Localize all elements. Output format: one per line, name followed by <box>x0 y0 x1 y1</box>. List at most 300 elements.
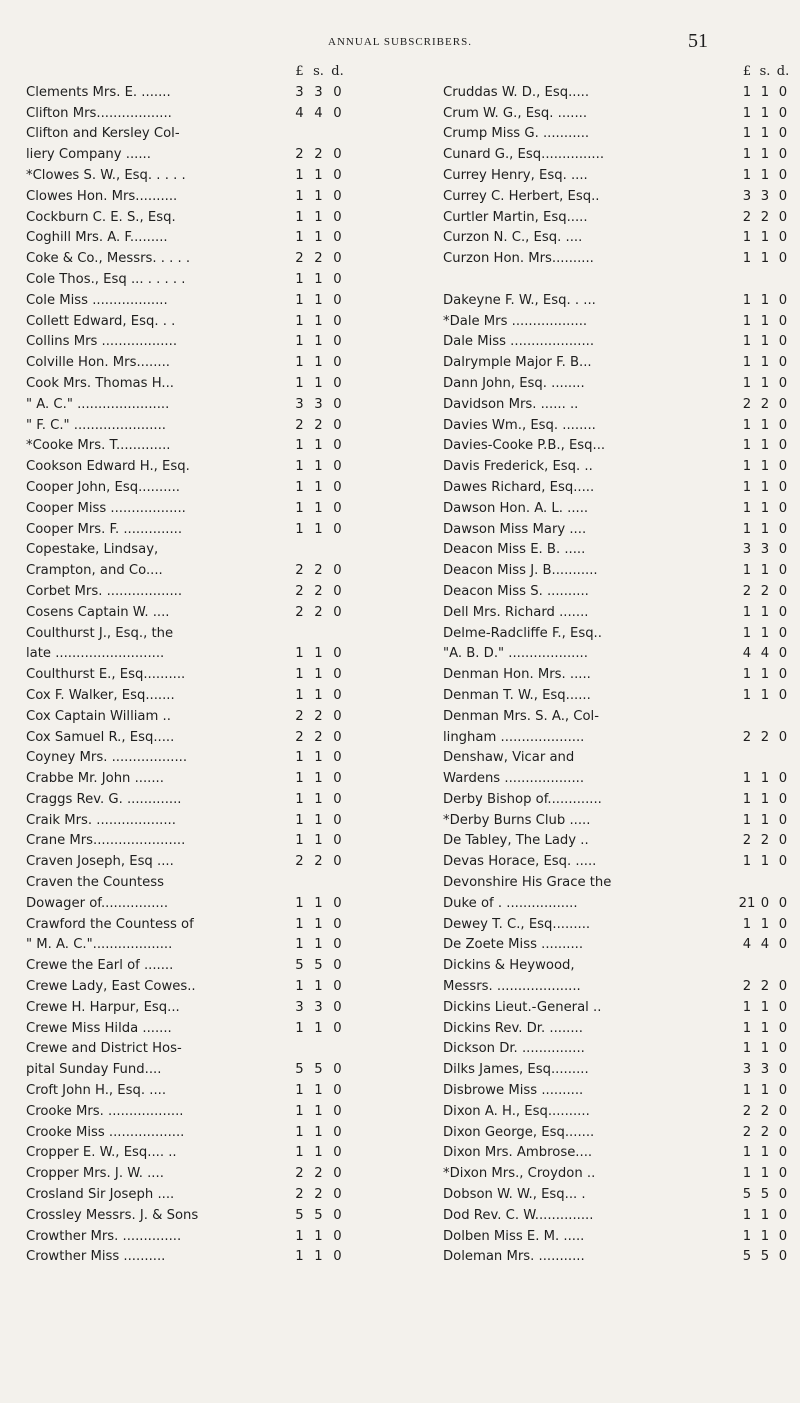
subscriber-row <box>20 915 347 936</box>
shillings-amount: 1 <box>760 1083 770 1099</box>
pence-head: d. <box>331 64 344 79</box>
subscriber-row <box>443 166 792 187</box>
subscriber-name: Croft John H., Esq. .... <box>26 1083 167 1099</box>
subscriber-name: Crewe the Earl of ....... <box>26 958 174 974</box>
shillings-amount: 3 <box>314 84 323 100</box>
shillings-amount <box>756 707 774 728</box>
pence-amount: 0 <box>333 167 342 183</box>
pence-amount: 0 <box>778 999 788 1015</box>
pounds-amount: 2 <box>742 979 752 995</box>
pounds-amount: 2 <box>295 1166 304 1182</box>
pence-amount <box>774 707 792 728</box>
pounds-amount: 1 <box>295 355 304 371</box>
subscriber-name: Dale Miss .................... <box>443 334 595 350</box>
pounds-amount: 1 <box>742 438 752 454</box>
subscriber-row <box>20 728 347 749</box>
shillings-amount <box>756 873 774 894</box>
subscriber-name: Crewe Miss Hilda ....... <box>26 1020 172 1036</box>
subscriber-row <box>443 187 792 208</box>
pounds-amount: 1 <box>742 251 752 267</box>
pounds-amount: 1 <box>742 459 752 475</box>
subscriber-row <box>443 416 792 437</box>
pounds-amount: 1 <box>742 292 752 308</box>
subscriber-row <box>20 665 347 686</box>
subscriber-row <box>20 998 347 1019</box>
page-number: 51 <box>688 30 708 52</box>
subscriber-row <box>20 624 347 645</box>
pounds-amount: 1 <box>742 1145 752 1161</box>
subscriber-row <box>20 332 347 353</box>
shillings-amount: 0 <box>760 895 770 911</box>
subscriber-name: Crewe and District Hos- <box>26 1041 182 1057</box>
subscriber-name: Currey Henry, Esq. .... <box>443 167 588 183</box>
subscriber-row <box>443 436 792 457</box>
pounds-amount: 5 <box>742 1187 752 1203</box>
pence-amount: 0 <box>333 812 342 828</box>
subscriber-row <box>443 83 792 104</box>
subscriber-row <box>20 956 347 977</box>
pounds-amount <box>290 1039 309 1060</box>
shillings-amount: 1 <box>760 1020 770 1036</box>
pounds-amount: 3 <box>742 1062 752 1078</box>
subscriber-name: lingham .................... <box>443 729 585 745</box>
pence-amount: 0 <box>778 1249 788 1265</box>
shillings-amount: 2 <box>314 604 323 620</box>
pounds-amount: 1 <box>295 167 304 183</box>
pounds-amount: 1 <box>295 812 304 828</box>
pounds-amount: 1 <box>295 500 304 516</box>
shillings-amount: 1 <box>760 230 770 246</box>
shillings-amount: 1 <box>314 355 323 371</box>
subscriber-row <box>443 499 792 520</box>
subscriber-row <box>20 1206 347 1227</box>
pounds-amount: 3 <box>295 84 304 100</box>
pounds-amount: 1 <box>742 604 752 620</box>
subscriber-row <box>443 312 792 333</box>
pence-amount: 0 <box>778 292 788 308</box>
subscriber-name: Clifton and Kersley Col- <box>26 126 180 142</box>
shillings-amount: 1 <box>314 916 323 932</box>
subscriber-name: Dowager of................ <box>26 895 169 911</box>
subscriber-name: *Dale Mrs .................. <box>443 313 588 329</box>
shillings-amount: 2 <box>760 833 770 849</box>
pence-amount: 0 <box>778 230 788 246</box>
running-title: ANNUAL SUBSCRIBERS. <box>328 36 472 48</box>
shillings-amount: 1 <box>314 479 323 495</box>
pence-amount: 0 <box>333 937 342 953</box>
pence-amount: 0 <box>333 958 342 974</box>
pounds-amount: 1 <box>295 479 304 495</box>
subscriber-name: Corbet Mrs. .................. <box>26 583 183 599</box>
subscriber-name: Dickins & Heywood, <box>443 958 575 974</box>
subscriber-name: " F. C." ...................... <box>26 417 166 433</box>
shillings-amount: 1 <box>314 292 323 308</box>
subscriber-name: Crosland Sir Joseph .... <box>26 1187 175 1203</box>
shillings-amount: 2 <box>314 251 323 267</box>
subscriber-name: Derby Bishop of............. <box>443 791 602 807</box>
subscriber-row <box>20 561 347 582</box>
subscriber-row <box>443 208 792 229</box>
shillings-amount: 1 <box>760 1041 770 1057</box>
pence-amount: 0 <box>778 1020 788 1036</box>
shillings-amount: 5 <box>314 1207 323 1223</box>
shillings-amount: 3 <box>760 188 770 204</box>
pounds-amount: 1 <box>295 1103 304 1119</box>
shillings-amount: 2 <box>314 147 323 163</box>
subscriber-row <box>20 894 347 915</box>
subscriber-row <box>443 1247 792 1268</box>
subscriber-row <box>20 1123 347 1144</box>
pence-amount: 0 <box>333 750 342 766</box>
pence-amount: 0 <box>333 916 342 932</box>
shillings-amount: 1 <box>760 916 770 932</box>
pounds-amount: 1 <box>742 687 752 703</box>
pence-amount: 0 <box>778 979 788 995</box>
pounds-amount: 4 <box>742 937 752 953</box>
subscriber-name: Denman Hon. Mrs. ..... <box>443 667 591 683</box>
pounds-amount: 1 <box>295 271 304 287</box>
pounds-amount: 1 <box>742 355 752 371</box>
subscriber-name: Duke of . ................. <box>443 895 578 911</box>
subscriber-name: Crump Miss G. ........... <box>443 126 590 142</box>
subscriber-row <box>443 395 792 416</box>
subscriber-name: Cruddas W. D., Esq..... <box>443 84 590 100</box>
subscriber-row <box>443 540 792 561</box>
subscriber-row <box>20 790 347 811</box>
shillings-amount: 4 <box>760 937 770 953</box>
page-header <box>0 22 800 52</box>
shillings-amount: 3 <box>314 396 323 412</box>
pounds-amount: 1 <box>295 334 304 350</box>
pounds-amount: 5 <box>295 1207 304 1223</box>
shillings-amount: 1 <box>760 604 770 620</box>
subscriber-name: *Dixon Mrs., Croydon .. <box>443 1166 596 1182</box>
shillings-amount <box>309 624 328 645</box>
shillings-amount: 1 <box>314 646 323 662</box>
subscriber-name: Cooper Miss .................. <box>26 500 186 516</box>
pounds-amount: 2 <box>742 729 752 745</box>
pence-amount: 0 <box>778 209 788 225</box>
subscriber-name: Dalrymple Major F. B... <box>443 355 592 371</box>
pence-amount: 0 <box>778 895 788 911</box>
pence-amount: 0 <box>333 854 342 870</box>
subscriber-row <box>443 686 792 707</box>
pence-amount: 0 <box>778 188 788 204</box>
subscriber-name: Cookson Edward H., Esq. <box>26 459 190 475</box>
shillings-amount: 1 <box>314 230 323 246</box>
subscriber-name: Clowes Hon. Mrs.......... <box>26 188 178 204</box>
pounds-amount: 1 <box>742 375 752 391</box>
shillings-amount: 1 <box>314 1228 323 1244</box>
pounds-amount: 1 <box>295 459 304 475</box>
subscriber-row <box>20 291 347 312</box>
subscriber-row <box>20 1143 347 1164</box>
subscriber-row <box>443 956 792 977</box>
subscriber-row <box>443 353 792 374</box>
shillings-amount <box>756 956 774 977</box>
subscriber-name: Cox Samuel R., Esq..... <box>26 729 175 745</box>
subscriber-name: Dod Rev. C. W.............. <box>443 1207 594 1223</box>
pounds-amount: 1 <box>295 1228 304 1244</box>
shillings-amount <box>309 873 328 894</box>
subscriber-name: Davies Wm., Esq. ........ <box>443 417 596 433</box>
pounds-amount: 1 <box>742 1083 752 1099</box>
subscriber-name: Delme-Radcliffe F., Esq.. <box>443 625 602 641</box>
subscriber-row <box>20 353 347 374</box>
subscriber-name: Clements Mrs. E. ....... <box>26 84 171 100</box>
pounds-amount: 1 <box>295 230 304 246</box>
subscriber-row <box>443 520 792 541</box>
shillings-amount: 2 <box>314 1166 323 1182</box>
subscriber-row <box>20 1164 347 1185</box>
pence-amount: 0 <box>333 583 342 599</box>
shillings-head: s. <box>313 64 324 79</box>
shillings-amount: 1 <box>760 334 770 350</box>
pence-amount: 0 <box>333 84 342 100</box>
subscriber-name: Deacon Miss S. .......... <box>443 583 589 599</box>
pence-amount: 0 <box>333 459 342 475</box>
pounds-amount: 1 <box>295 833 304 849</box>
pence-amount: 0 <box>778 147 788 163</box>
pounds-amount: 2 <box>295 583 304 599</box>
shillings-amount: 1 <box>760 625 770 641</box>
pounds-amount: 1 <box>742 147 752 163</box>
shillings-amount: 1 <box>760 105 770 121</box>
shillings-amount: 2 <box>314 417 323 433</box>
pence-head: d. <box>776 64 790 79</box>
pence-amount: 0 <box>333 708 342 724</box>
subscriber-row <box>443 665 792 686</box>
subscriber-name: *Derby Burns Club ..... <box>443 812 591 828</box>
subscriber-name: Davidson Mrs. ...... .. <box>443 396 579 412</box>
subscriber-row <box>20 603 347 624</box>
subscriber-row <box>20 769 347 790</box>
pence-amount: 0 <box>778 84 788 100</box>
pounds-amount: 1 <box>742 771 752 787</box>
subscriber-row <box>20 748 347 769</box>
pounds-amount: 1 <box>295 895 304 911</box>
subscriber-row <box>443 894 792 915</box>
subscriber-name: Cox F. Walker, Esq....... <box>26 687 175 703</box>
pence-amount: 0 <box>778 646 788 662</box>
subscriber-name: Dawson Miss Mary .... <box>443 521 587 537</box>
shillings-amount: 2 <box>314 854 323 870</box>
subscriber-name: "A. B. D." ................... <box>443 646 588 662</box>
pounds-amount: 4 <box>295 105 304 121</box>
pence-amount: 0 <box>333 791 342 807</box>
shillings-amount: 1 <box>760 771 770 787</box>
shillings-amount: 2 <box>760 1103 770 1119</box>
pounds-amount: 2 <box>295 854 304 870</box>
subscriber-name: Curzon N. C., Esq. .... <box>443 230 583 246</box>
subscriber-row <box>443 249 792 270</box>
shillings-amount: 1 <box>314 375 323 391</box>
subscriber-name: " M. A. C."................... <box>26 937 173 953</box>
shillings-amount: 1 <box>760 1145 770 1161</box>
shillings-amount: 1 <box>314 667 323 683</box>
subscriber-name: Dobson W. W., Esq... . <box>443 1187 586 1203</box>
subscriber-name: Dickins Rev. Dr. ........ <box>443 1020 583 1036</box>
subscriber-name: Dickins Lieut.-General .. <box>443 999 602 1015</box>
subscriber-name: De Tabley, The Lady .. <box>443 833 589 849</box>
pence-amount: 0 <box>333 147 342 163</box>
pence-amount <box>328 1039 347 1060</box>
pence-amount: 0 <box>333 895 342 911</box>
subscriber-row <box>443 915 792 936</box>
subscriber-row <box>443 769 792 790</box>
pounds-amount: 1 <box>295 1124 304 1140</box>
right-subscriber-column <box>443 62 792 1268</box>
subscriber-name: Davies-Cooke P.B., Esq... <box>443 438 606 454</box>
shillings-amount: 1 <box>314 1083 323 1099</box>
shillings-amount <box>756 270 774 291</box>
pence-amount: 0 <box>778 667 788 683</box>
subscriber-name: *Clowes S. W., Esq. . . . . <box>26 167 186 183</box>
shillings-amount: 1 <box>314 937 323 953</box>
shillings-amount: 1 <box>760 84 770 100</box>
pounds-amount: 1 <box>742 417 752 433</box>
pounds-amount: 21 <box>738 895 756 911</box>
pounds-amount: 1 <box>742 167 752 183</box>
pounds-amount: 2 <box>742 833 752 849</box>
subscriber-row <box>443 145 792 166</box>
subscriber-name: Deacon Miss E. B. ..... <box>443 542 586 558</box>
column-head <box>443 62 792 83</box>
subscriber-row <box>443 728 792 749</box>
subscriber-row <box>20 83 347 104</box>
pence-amount: 0 <box>778 459 788 475</box>
pounds-amount <box>738 956 756 977</box>
pounds-amount: 2 <box>295 708 304 724</box>
subscriber-row <box>20 1227 347 1248</box>
subscriber-name: *Cooke Mrs. T............. <box>26 438 171 454</box>
shillings-amount: 2 <box>760 209 770 225</box>
subscriber-row <box>20 831 347 852</box>
pence-amount: 0 <box>778 438 788 454</box>
pounds-amount: 5 <box>295 1062 304 1078</box>
shillings-amount: 1 <box>760 417 770 433</box>
shillings-amount: 5 <box>314 958 323 974</box>
subscriber-name: Devas Horace, Esq. ..... <box>443 854 597 870</box>
shillings-amount: 3 <box>314 999 323 1015</box>
pounds-amount: 1 <box>742 521 752 537</box>
shillings-amount: 1 <box>760 1207 770 1223</box>
subscriber-row <box>20 1102 347 1123</box>
shillings-amount: 1 <box>314 750 323 766</box>
subscriber-row <box>443 1143 792 1164</box>
pounds-amount: 1 <box>742 1041 752 1057</box>
pence-amount: 0 <box>778 1062 788 1078</box>
pence-amount: 0 <box>333 1083 342 1099</box>
subscriber-name: Dell Mrs. Richard ....... <box>443 604 589 620</box>
subscriber-row <box>20 395 347 416</box>
shillings-amount: 2 <box>314 563 323 579</box>
shillings-amount: 3 <box>760 1062 770 1078</box>
pence-amount: 0 <box>333 271 342 287</box>
shillings-amount: 2 <box>314 708 323 724</box>
shillings-amount: 1 <box>314 521 323 537</box>
subscriber-name: Collins Mrs .................. <box>26 334 178 350</box>
subscriber-row <box>20 457 347 478</box>
pence-amount: 0 <box>778 812 788 828</box>
pence-amount: 0 <box>333 396 342 412</box>
shillings-amount: 2 <box>760 583 770 599</box>
subscriber-row <box>443 603 792 624</box>
shillings-amount: 2 <box>314 729 323 745</box>
pounds-amount: 1 <box>295 791 304 807</box>
shillings-amount: 1 <box>314 812 323 828</box>
pence-amount: 0 <box>778 791 788 807</box>
pence-amount: 0 <box>333 1062 342 1078</box>
pence-amount: 0 <box>778 479 788 495</box>
subscriber-row <box>20 1081 347 1102</box>
pence-amount: 0 <box>333 375 342 391</box>
shillings-amount: 1 <box>760 667 770 683</box>
pence-amount: 0 <box>333 1187 342 1203</box>
left-subscriber-column <box>20 62 347 1268</box>
subscriber-row <box>20 208 347 229</box>
pounds-amount: 1 <box>295 916 304 932</box>
subscriber-row <box>443 998 792 1019</box>
pence-amount: 0 <box>333 1145 342 1161</box>
shillings-amount: 1 <box>760 251 770 267</box>
shillings-amount: 5 <box>760 1249 770 1265</box>
pence-amount: 0 <box>778 833 788 849</box>
pounds-amount: 1 <box>742 667 752 683</box>
pence-amount: 0 <box>333 105 342 121</box>
pounds-amount <box>738 873 756 894</box>
shillings-amount: 1 <box>314 459 323 475</box>
pence-amount: 0 <box>333 251 342 267</box>
shillings-amount: 1 <box>314 771 323 787</box>
pounds-amount: 1 <box>295 292 304 308</box>
subscriber-name: pital Sunday Fund.... <box>26 1062 162 1078</box>
pence-amount: 0 <box>333 355 342 371</box>
pounds-amount: 1 <box>295 313 304 329</box>
pounds-amount <box>290 124 309 145</box>
pounds-amount: 4 <box>742 646 752 662</box>
subscriber-row <box>20 499 347 520</box>
pounds-head: £ <box>742 64 752 79</box>
subscriber-name: Dolben Miss E. M. ..... <box>443 1228 585 1244</box>
pence-amount: 0 <box>333 833 342 849</box>
subscriber-row <box>20 187 347 208</box>
pence-amount <box>774 956 792 977</box>
subscriber-name: Coghill Mrs. A. F......... <box>26 230 168 246</box>
shillings-amount: 1 <box>314 438 323 454</box>
shillings-amount: 1 <box>760 854 770 870</box>
subscriber-row <box>443 873 792 894</box>
subscriber-name: Devonshire His Grace the <box>443 875 612 891</box>
shillings-amount: 3 <box>760 542 770 558</box>
shillings-amount: 1 <box>760 687 770 703</box>
pounds-amount <box>290 540 309 561</box>
subscriber-row <box>443 707 792 728</box>
subscriber-name: Wardens ................... <box>443 771 585 787</box>
subscriber-row <box>20 520 347 541</box>
pounds-amount: 1 <box>742 126 752 142</box>
subscriber-row <box>20 1185 347 1206</box>
subscriber-name: Curzon Hon. Mrs.......... <box>443 251 594 267</box>
pounds-amount: 1 <box>295 375 304 391</box>
subscriber-name: Cox Captain William .. <box>26 708 171 724</box>
pence-amount: 0 <box>333 417 342 433</box>
subscriber-name: Crabbe Mr. John ....... <box>26 771 164 787</box>
subscriber-name: Crewe H. Harpur, Esq... <box>26 999 180 1015</box>
pounds-amount: 2 <box>295 147 304 163</box>
subscriber-name: Denshaw, Vicar and <box>443 750 575 766</box>
shillings-amount: 2 <box>314 583 323 599</box>
